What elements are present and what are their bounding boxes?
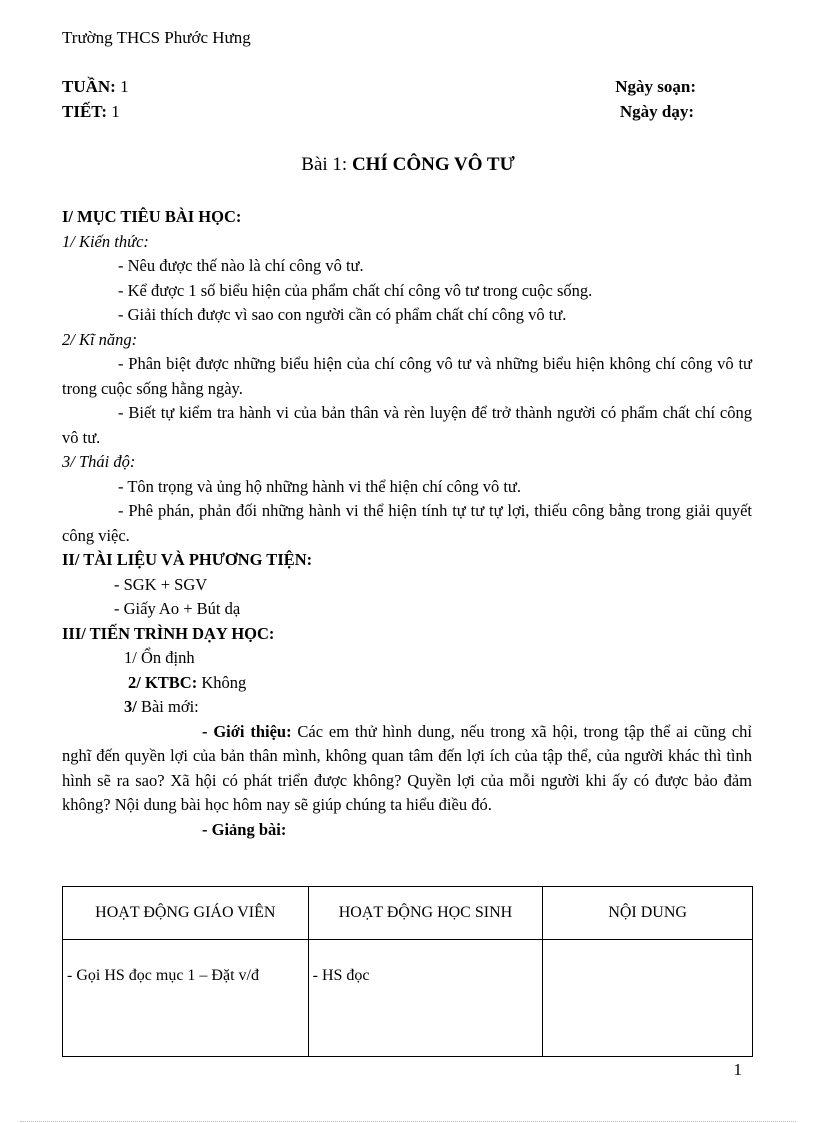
knowledge-heading: 1/ Kiến thức: <box>62 231 149 251</box>
step-3-label: 3/ <box>124 697 137 716</box>
step-2-value: Không <box>197 672 247 692</box>
step-2-label: 2/ KTBC: <box>128 672 198 692</box>
step-3 <box>62 695 752 720</box>
document-body <box>62 205 752 842</box>
process-heading: III/ TIẾN TRÌNH DẠY HỌC: <box>62 623 275 643</box>
table-row <box>63 940 753 1057</box>
attitude-heading: 3/ Thái độ: <box>62 452 136 471</box>
school-name: Trường THCS Phước Hưng <box>62 28 251 47</box>
title-prefix: Bài 1: <box>301 154 352 175</box>
teach-date-label: Ngày dạy: <box>619 102 694 121</box>
content-cell <box>543 940 753 1057</box>
lesson-title <box>0 154 816 176</box>
intro-label: - Giới thiệu: <box>202 721 292 741</box>
column-header-student: HOẠT ĐỘNG HỌC SINH <box>308 887 543 940</box>
week-label: TUẦN: <box>62 77 116 96</box>
intro-paragraph <box>62 720 752 818</box>
teacher-activity-cell: - Gọi HS đọc mục 1 – Đặt v/đ <box>63 940 309 1057</box>
attitude-item: - Phê phán, phản đối những hành vi thể hiện tính tự tư tự lợi, thiếu công bằng trong giải quyết công việc. <box>62 501 752 545</box>
week-value: 1 <box>115 77 129 96</box>
student-activity-cell: - HS đọc <box>308 940 543 1057</box>
week-line <box>62 77 129 97</box>
table-header-row <box>63 887 753 940</box>
lesson-label: - Giảng bài: <box>202 819 287 839</box>
page-number: 1 <box>733 1060 742 1079</box>
step-3-value: Bài mới: <box>136 697 199 716</box>
knowledge-item: - Kể được 1 số biểu hiện của phẩm chất chí công vô tư trong cuộc sống. <box>118 280 593 300</box>
lesson-table <box>62 886 753 1057</box>
column-header-teacher: HOẠT ĐỘNG GIÁO VIÊN <box>63 887 309 940</box>
materials-item: - SGK + SGV <box>114 574 208 594</box>
step-1: 1/ Ổn định <box>124 648 195 667</box>
skills-item: - Phân biệt được những biểu hiện của chí công vô tư và những biểu hiện không chí công vô tư trong cuộc sống hằng ngày. <box>62 354 752 398</box>
period-value: 1 <box>107 102 120 121</box>
attitude-item: - Tôn trọng và ủng hộ những hành vi thể hiện chí công vô tư. <box>118 476 521 496</box>
period-line <box>62 102 120 122</box>
materials-item: - Giấy Ao + Bút dạ <box>114 599 241 618</box>
page-boundary <box>20 1121 796 1122</box>
knowledge-item: - Nêu được thế nào là chí công vô tư. <box>118 256 364 275</box>
objectives-heading: I/ MỤC TIÊU BÀI HỌC: <box>62 207 242 226</box>
intro-text: Các em thử hình dung, nếu trong xã hội, trong tập thể ai cũng chỉ nghĩ đến quyền lợi của bản thân mình, không quan tâm đến lợi ích của tập thể, của người khác thì tình hình sẽ ra sao? Xã hội có phát triển được không? Quyền lợi của mỗi người khi ấy có được bảo đảm không? Nội dung bài học hôm nay sẽ giúp chúng ta hiểu điều đó. <box>62 721 752 814</box>
prep-date-label: Ngày soạn: <box>615 77 696 96</box>
materials-heading: II/ TÀI LIỆU VÀ PHƯƠNG TIỆN: <box>62 550 313 569</box>
column-header-content: NỘI DUNG <box>543 887 753 940</box>
title-name: CHÍ CÔNG VÔ TƯ <box>351 154 515 175</box>
skills-item: - Biết tự kiểm tra hành vi của bản thân và rèn luyện để trở thành người có phẩm chất chí công vô tư. <box>62 403 752 447</box>
step-2 <box>62 671 752 696</box>
knowledge-item: - Giải thích được vì sao con người cần có phẩm chất chí công vô tư. <box>118 305 567 324</box>
period-label: TIẾT: <box>62 102 108 121</box>
skills-heading: 2/ Kĩ năng: <box>62 329 138 349</box>
